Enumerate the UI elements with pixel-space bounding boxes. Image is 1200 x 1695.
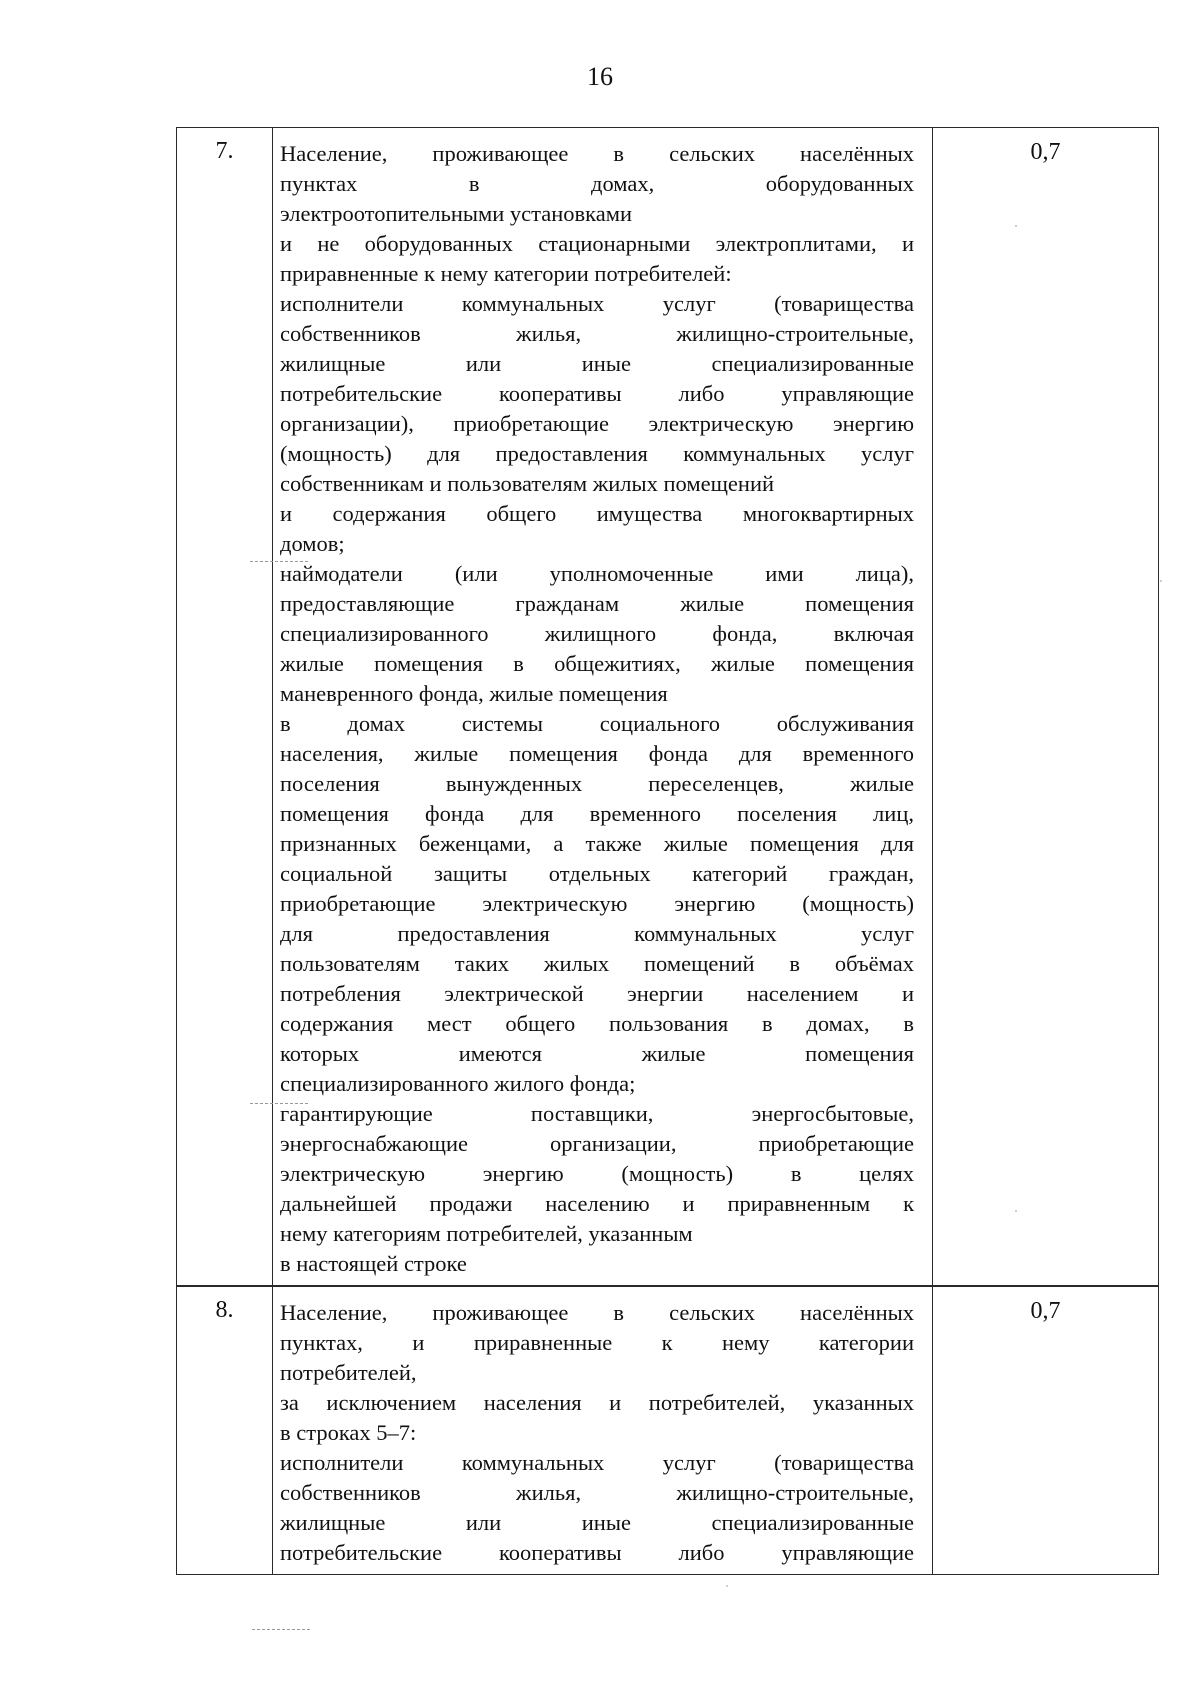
- description-line: потребительские кооперативы либо управляющие: [280, 381, 914, 406]
- description-line: поселения вынужденных переселенцев, жилые: [280, 771, 914, 796]
- description-line: приравненные к нему категории потребителей:: [280, 261, 732, 286]
- description-line: электрическую энергию (мощность) в целях: [280, 1161, 914, 1186]
- row-8-coefficient: 0,7: [933, 1286, 1159, 1575]
- scan-dot: [726, 1585, 728, 1587]
- row-8-description: [273, 1286, 933, 1575]
- description-line: потребительские кооперативы либо управляющие: [280, 1540, 914, 1565]
- description-line: организации), приобретающие электрическую энергию: [280, 411, 914, 436]
- description-line: потребления электрической энергии населением и: [280, 981, 914, 1006]
- description-line: домов;: [280, 531, 345, 556]
- description-line: Население, проживающее в сельских населённых: [280, 141, 914, 166]
- description-line: жилищные или иные специализированные: [280, 351, 914, 376]
- description-line: пунктах, и приравненные к нему категории: [280, 1330, 914, 1355]
- table-row-8: [177, 1286, 1159, 1575]
- description-line: специализированного жилого фонда;: [280, 1071, 636, 1096]
- description-line: собственников жилья, жилищно-строительные,: [280, 1480, 914, 1505]
- description-line: наймодатели (или уполномоченные ими лица),: [280, 561, 914, 586]
- description-line: нему категориям потребителей, указанным: [280, 1221, 693, 1246]
- description-line: в настоящей строке: [280, 1251, 467, 1276]
- description-line: маневренного фонда, жилые помещения: [280, 681, 668, 706]
- description-line: социальной защиты отдельных категорий граждан,: [280, 861, 914, 886]
- tariff-table: [176, 127, 1159, 1575]
- scan-dot: [1015, 225, 1017, 227]
- description-line: для предоставления коммунальных услуг: [280, 921, 914, 946]
- description-line: в строках 5–7:: [280, 1420, 417, 1445]
- description-line: специализированного жилищного фонда, включая: [280, 621, 914, 646]
- description-line: собственникам и пользователям жилых помещений: [280, 471, 775, 496]
- description-line: (мощность) для предоставления коммунальных услуг: [280, 441, 914, 466]
- row-7-coefficient: 0,7: [933, 128, 1159, 1287]
- description-line: энергоснабжающие организации, приобретающие: [280, 1131, 914, 1156]
- description-line: содержания мест общего пользования в домах, в: [280, 1011, 914, 1036]
- description-line: за исключением населения и потребителей, указанных: [280, 1390, 914, 1415]
- description-line: гарантирующие поставщики, энергосбытовые,: [280, 1101, 914, 1126]
- scan-dot: [1160, 580, 1162, 582]
- description-line: пользователям таких жилых помещений в объёмах: [280, 951, 914, 976]
- description-line: приобретающие электрическую энергию (мощность): [280, 891, 914, 916]
- description-line: дальнейшей продажи населению и приравненным к: [280, 1191, 914, 1216]
- description-line: пунктах в домах, оборудованных: [280, 171, 914, 196]
- description-line: и не оборудованных стационарными электроплитами, и: [280, 231, 914, 256]
- description-line: и содержания общего имущества многоквартирных: [280, 501, 914, 526]
- description-line: признанных беженцами, а также жилые помещения для: [280, 831, 914, 856]
- description-line: электроотопительными установками: [280, 201, 633, 226]
- scan-mark: [250, 561, 308, 562]
- description-line: исполнители коммунальных услуг (товарищества: [280, 1450, 914, 1475]
- description-line: исполнители коммунальных услуг (товарищества: [280, 291, 914, 316]
- description-line: предоставляющие гражданам жилые помещения: [280, 591, 914, 616]
- row-7-number: 7.: [177, 128, 273, 1287]
- description-line: собственников жилья, жилищно-строительные,: [280, 321, 914, 346]
- table-row-7: [177, 128, 1159, 1287]
- scan-mark: [252, 1629, 310, 1630]
- description-line: населения, жилые помещения фонда для временного: [280, 741, 914, 766]
- page-number: 16: [587, 62, 613, 91]
- description-line: помещения фонда для временного поселения лиц,: [280, 801, 914, 826]
- scan-dot: [1015, 1210, 1017, 1212]
- description-line: которых имеются жилые помещения: [280, 1041, 914, 1066]
- row-8-number: 8.: [177, 1286, 273, 1575]
- row-7-description: [273, 128, 933, 1287]
- description-line: жилищные или иные специализированные: [280, 1510, 914, 1535]
- description-line: потребителей,: [280, 1360, 417, 1385]
- scan-mark: [250, 1103, 308, 1104]
- description-line: в домах системы социального обслуживания: [280, 711, 914, 736]
- description-line: Население, проживающее в сельских населённых: [280, 1300, 914, 1325]
- description-line: жилые помещения в общежитиях, жилые помещения: [280, 651, 914, 676]
